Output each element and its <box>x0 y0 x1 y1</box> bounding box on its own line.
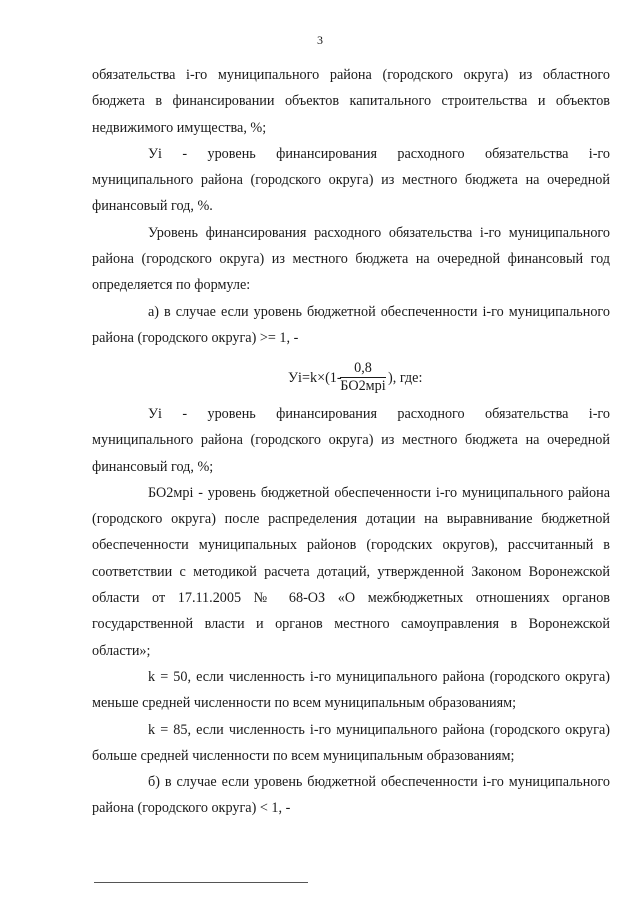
paragraph: БО2мрi - уровень бюджетной обеспеченности i-го муниципального района (городского округа) после распределения дотации на выравнивание бюджетной обеспеченности муниципальных районов (городских округов), рассчитанный в соответствии с методикой расчета дотаций, утвержденной Законом Воронежской области от 17.11.2005 № 68-ОЗ «О межбюджетных отношениях органов государственной власти и органов местного самоуправления в Воронежской области»; <box>92 484 610 659</box>
paragraph: Уровень финансирования расходного обязательства i-го муниципального района (городского округа) из местного бюджета на очередной финансовый год определяется по формуле: <box>92 224 610 294</box>
formula-denominator: БО2мрi <box>340 378 386 394</box>
footer-divider <box>94 882 308 883</box>
formula-fraction <box>340 360 386 395</box>
body-text-bottom <box>92 401 610 822</box>
formula-left: Уi=k×(1- <box>288 370 342 386</box>
paragraph: Уi - уровень финансирования расходного обязательства i-го муниципального района (городского округа) из местного бюджета на очередной финансовый год, %; <box>92 406 610 475</box>
formula <box>0 360 640 396</box>
paragraph: k = 85, если численность i-го муниципального района (городского округа) больше средней численности по всем муниципальным образованиям; <box>92 721 610 764</box>
paragraph: обязательства i-го муниципального района (городского округа) из областного бюджета в финансировании объектов капитального строительства и объектов недвижимого имущества, %; <box>92 67 610 136</box>
paragraph: Уi - уровень финансирования расходного обязательства i-го муниципального района (городского округа) из местного бюджета на очередной финансовый год, %. <box>92 145 610 215</box>
page-number: 3 <box>317 33 323 47</box>
formula-numerator: 0,8 <box>340 360 386 378</box>
paragraph: k = 50, если численность i-го муниципального района (городского округа) меньше средней численности по всем муниципальным образованиям; <box>92 668 610 712</box>
formula-right: ), где: <box>388 370 423 386</box>
body-text-top <box>92 62 610 351</box>
paragraph: а) в случае если уровень бюджетной обеспеченности i-го муниципального района (городского округа) >= 1, - <box>92 303 610 346</box>
paragraph: б) в случае если уровень бюджетной обеспеченности i-го муниципального района (городского округа) < 1, - <box>92 774 610 817</box>
